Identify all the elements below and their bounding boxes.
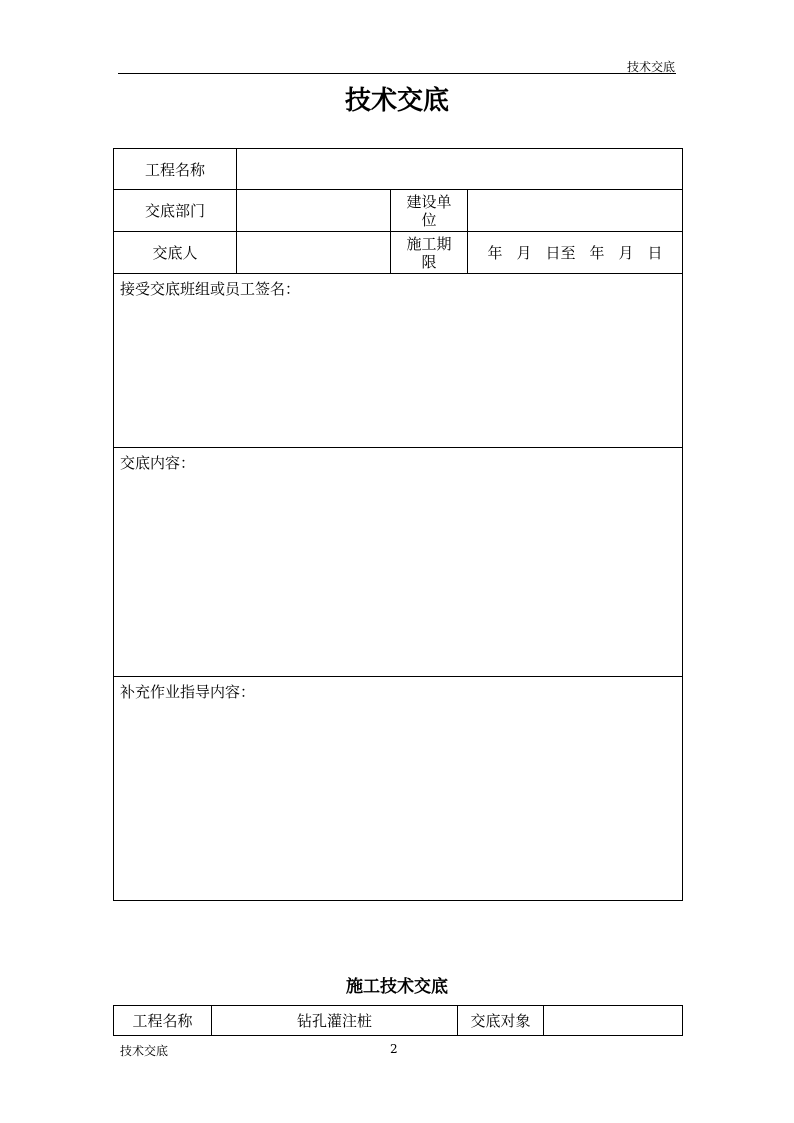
discloser-label: 交底人 [114,232,237,274]
section2-target-label: 交底对象 [458,1006,544,1036]
supplement-label: 补充作业指导内容： [120,683,256,701]
project-name-field[interactable] [237,149,683,190]
page-number: 2 [390,1042,398,1056]
discloser-field[interactable] [237,232,391,274]
disclosure-form [113,148,683,901]
builder-field[interactable] [468,190,683,232]
period-label-line2: 限 [421,252,437,271]
period-month-start: 月 [516,244,532,262]
content-section[interactable] [114,448,683,677]
header-rule [118,73,676,74]
section2-target-field[interactable] [544,1006,683,1036]
department-field[interactable] [237,190,391,232]
period-year-start: 年 [487,244,503,262]
section2-project-name-field[interactable]: 钻孔灌注桩 [212,1006,458,1036]
construction-period-field[interactable] [468,232,683,274]
period-month-end: 月 [618,244,634,262]
running-header: 技术交底 [626,60,675,74]
page-title: 技术交底 [344,86,449,116]
period-label-line1: 施工期 [406,234,452,253]
construction-disclosure-form [113,1005,683,1036]
builder-label [391,190,468,232]
signatures-label: 接受交底班组或员工签名： [120,280,301,298]
supplement-section[interactable] [114,677,683,901]
signatures-section[interactable] [114,274,683,448]
project-name-label: 工程名称 [114,149,237,190]
period-day-to: 日至 [545,244,576,262]
section2-project-name-label: 工程名称 [114,1006,212,1036]
builder-label-line2: 位 [421,210,437,229]
department-label: 交底部门 [114,190,237,232]
period-year-end: 年 [589,244,605,262]
section2-title: 施工技术交底 [346,977,448,997]
period-label [391,232,468,274]
builder-label-line1: 建设单 [406,192,452,211]
content-label: 交底内容： [120,454,196,472]
period-day-end: 日 [647,244,663,262]
footer-title: 技术交底 [120,1044,169,1058]
